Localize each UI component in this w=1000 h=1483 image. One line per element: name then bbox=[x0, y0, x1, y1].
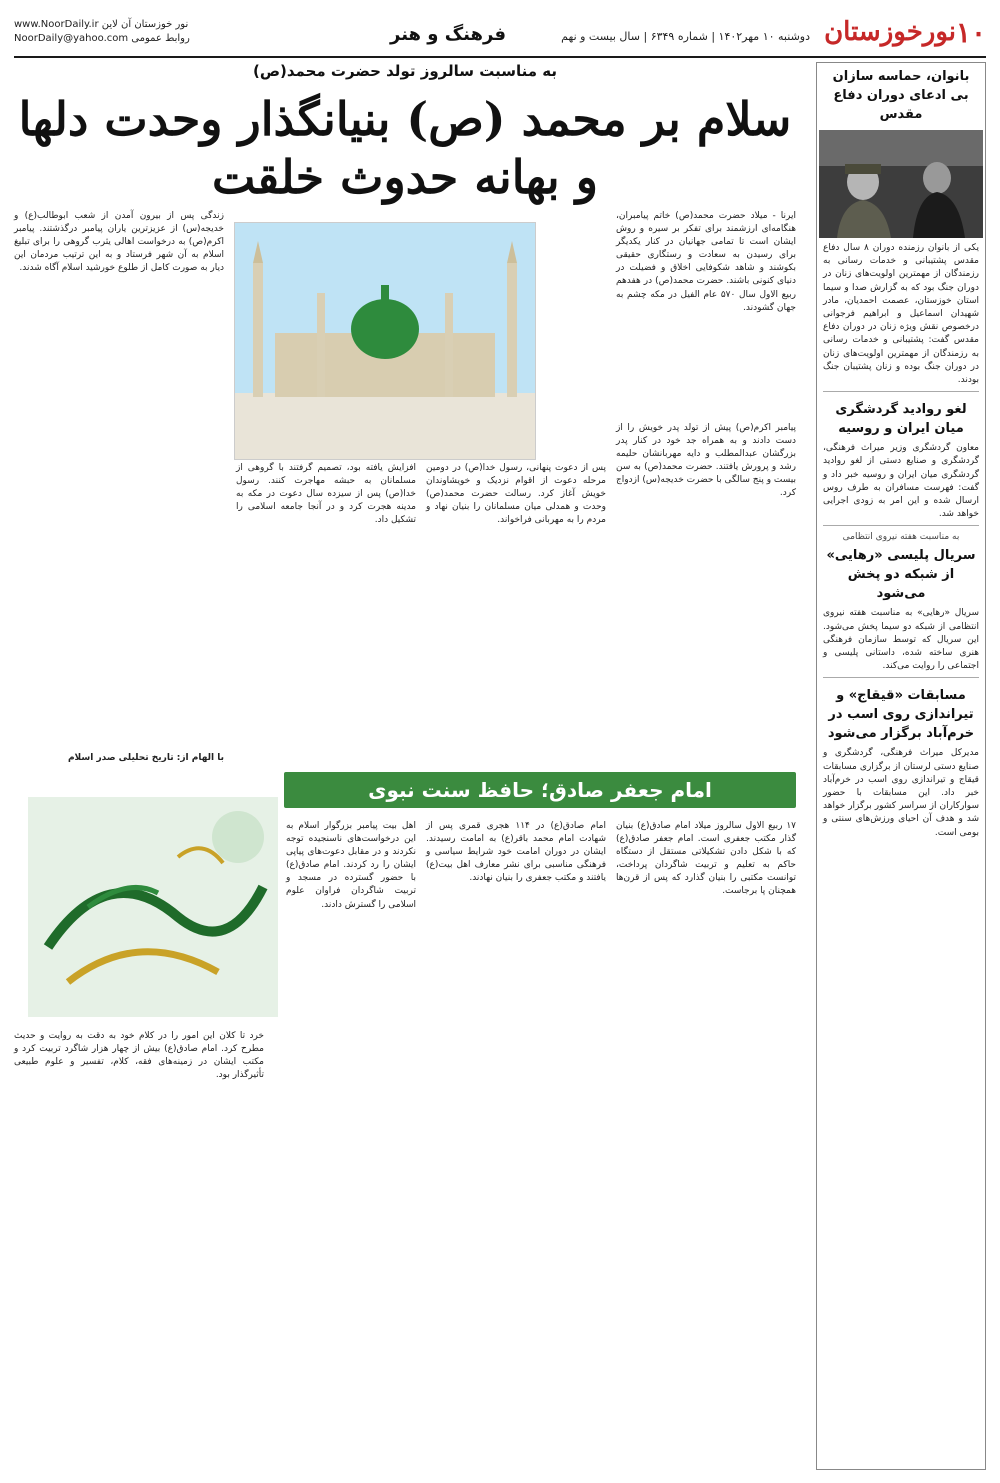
article-kicker: به مناسبت سالروز تولد حضرت محمد(ص) bbox=[253, 62, 557, 80]
soldier-photo bbox=[819, 130, 983, 238]
sidebar-story3-kicker: به مناسبت هفته نیروی انتظامی bbox=[842, 532, 960, 543]
contact-info bbox=[14, 18, 190, 46]
article1-column5: زندگی پس از بیرون آمدن از شعب ابوطالب(ع) و خدیجه(س) از عزیزترین یاران پیامبر درگذشتند. پیامبر اکرم(ص) به درخواست اهالی یثرب گروهی را برای تبلیغ اسلام به آن شهر فرستاد و به این ترتیب مردمان این دیار به صورت کامل از طلوع خورشید اسلام آگاه شدند. bbox=[14, 211, 224, 274]
sidebar-story4-text: مدیرکل میراث فرهنگی، گردشگری و صنایع دستی لرستان از برگزاری مسابقات قیقاج و تیراندازی روی اسب در خرم‌آباد خبر داد. این مسابقات با حضور سوارکاران از سراسر کشور برگزار خواهد شد و هدف آن احیای ورزش‌های سنتی و بومی است. bbox=[823, 748, 979, 838]
article-headline bbox=[14, 90, 796, 206]
article2-column4: خرد تا کلان این امور را در کلام خود به دقت به روایت و حدیث مطرح کرد. امام صادق(ع) بیش از چهار هزار شاگرد تربیت کرد و مکتب ایشان در زمینه‌های فقه، کلام، تفسیر و علوم طبیعی تأثیرگذار بود. bbox=[14, 1031, 264, 1081]
article2-column2: امام صادق(ع) در ۱۱۴ هجری قمری پس از شهادت امام محمد باقر(ع) به امامت رسیدند. ایشان در دوران امامت خود شرایط سیاسی و فرهنگی مناسبی برای نشر معارف اهل بیت(ع) یافتند و مکتب جعفری را بنیان نهادند. bbox=[426, 821, 606, 884]
article1-column3: پس از دعوت پنهانی، رسول خدا(ص) در دومین مرحله دعوت از اقوام نزدیک و خویشاوندان خویش آغاز کرد. رسالت حضرت محمد(ص) وحدت و همدلی میان مسلمانان را بنیان نهاد و مردم را به مهربانی فراخواند. bbox=[426, 463, 606, 526]
masthead bbox=[14, 14, 986, 58]
contact-email: NoorDaily@yahoo.com روابط عمومی bbox=[14, 33, 190, 44]
headline-line2: و بهانه حدوث خلقت bbox=[212, 150, 598, 204]
contact-website: www.NoorDaily.ir نور خوزستان آن لاین bbox=[14, 19, 189, 30]
article1-column4: افزایش یافته بود، تصمیم گرفتند با گروهی از مسلمانان به حبشه مهاجرت کنند. رسول خدا(ص) پس از سیزده سال دعوت در مکه به مدینه هجرت کرد و در آنجا جامعه اسلامی را تشکیل داد. bbox=[236, 463, 416, 526]
sidebar-story2-text: معاون گردشگری وزیر میراث فرهنگی، گردشگری و صنایع دستی از لغو روادید گردشگری میان ایران و روسیه خبر داد و گفت: فهرست مسافران به طرف روس ارسال شده و این امر به زودی اجرایی خواهد شد. bbox=[823, 443, 979, 520]
divider bbox=[823, 525, 979, 526]
sidebar-story1-text: یکی از بانوان رزمنده دوران ۸ سال دفاع مقدس پشتیبانی و خدمات رسانی به رزمندگان از مهمترین اولویت‌های زنان در دوران جنگ بود که به گزارش صدا و سیما استان خوزستان، عصمت احمدیان، مادر شهیدان اسماعیل و ابراهیم فرجوانی درخصوص نقش ویژه زنان در دوران دفاع مقدس گفت: پشتیبانی و خدمات رسانی به رزمندگان از مهمترین اولویت‌های زنان در دوران جنگ بوده و زنان پشتیبان جنگ بودند. bbox=[823, 243, 979, 386]
article2-banner: امام جعفر صادق؛ حافظ سنت نبوی bbox=[284, 772, 796, 808]
sidebar-story2-title: لغو روادید گردشگری میان ایران و روسیه bbox=[835, 402, 967, 437]
main-content bbox=[14, 62, 796, 1470]
divider bbox=[823, 391, 979, 392]
section-title: فرهنگ و هنر bbox=[390, 24, 506, 45]
sidebar-news-column bbox=[816, 62, 986, 1470]
mosque-photo bbox=[234, 222, 536, 460]
article1-source: با الهام از: تاریخ تحلیلی صدر اسلام bbox=[67, 753, 224, 763]
article1-column2: پیامبر اکرم(ص) پیش از تولد پدر خویش را از دست دادند و به همراه جد خود در کنار پدر بزرگشان عبدالمطلب و دایه مهربانشان حلیمه رشد و پرورش یافتند. حضرت محمد(ص) به سن بیست و پنج سالگی با حضرت خدیجه(س) ازدواج کرد. bbox=[616, 423, 796, 499]
page-number: ۱۰ bbox=[955, 16, 986, 49]
sidebar-story1-title: بانوان، حماسه سازان بی ادعای دوران دفاع مقدس bbox=[832, 69, 970, 122]
divider bbox=[823, 677, 979, 678]
headline-line1: سلام بر محمد (ص) بنیانگذار وحدت دلها bbox=[18, 92, 792, 146]
calligraphy-artwork bbox=[28, 797, 278, 1017]
article1-column1: ایرنا - میلاد حضرت محمد(ص) خاتم پیامبران، هنگامه‌ای ارزشمند برای تفکر بر سیره و روش ایشان است تا تمامی جهانیان در کنار یکدیگر برای رسیدن به سعادت و رستگاری حقیقی بکوشند و شاهد شکوفایی اخلاق و فضیلت در دنیای کنونی باشند. حضرت محمد(ص) در هفدهم ربیع الاول سال ۵۷۰ عام الفیل در مکه چشم به جهان گشودند. bbox=[616, 211, 797, 313]
newspaper-logo: نورخوزستان bbox=[824, 17, 956, 47]
article2-column3: اهل بیت پیامبر بزرگوار اسلام به این درخواست‌های ناسنجیده توجه نکردند و در مقابل دعوت‌های پیاپی ایشان را رد کردند. امام صادق(ع) با حضور گسترده در مسجد و تربیت شاگردان فراوان علوم اسلامی را گسترش دادند. bbox=[286, 821, 416, 910]
sidebar-story4-title: مسابقات «قیقاج» و تیراندازی روی اسب در خرم‌آباد برگزار می‌شود bbox=[827, 688, 975, 742]
sidebar-story3-title: سریال پلیسی «رهایی» از شبکه دو پخش می‌شود bbox=[826, 548, 976, 602]
article2-column1: ۱۷ ربیع الاول سالروز میلاد امام صادق(ع) بنیان گذار مکتب جعفری است. امام جعفر صادق(ع) که با شکل دادن تشکیلاتی مستقل از دستگاه حاکم به تعلیم و تربیت شاگردان پرداخت، توانست مکتبی را بنیان گذارد که پس از قرن‌ها همچنان پا برجاست. bbox=[616, 821, 796, 897]
sidebar-story3-text: سریال «رهایی» به مناسبت هفته نیروی انتظامی از شبکه دو سیما پخش می‌شود. این سریال که توسط سازمان فرهنگی هنری ساخته شده، داستانی پلیسی و اجتماعی را روایت می‌کند. bbox=[823, 608, 979, 672]
issue-date: دوشنبه ۱۰ مهر۱۴۰۲ | شماره ۶۳۴۹ | سال بیست و نهم bbox=[561, 30, 810, 43]
